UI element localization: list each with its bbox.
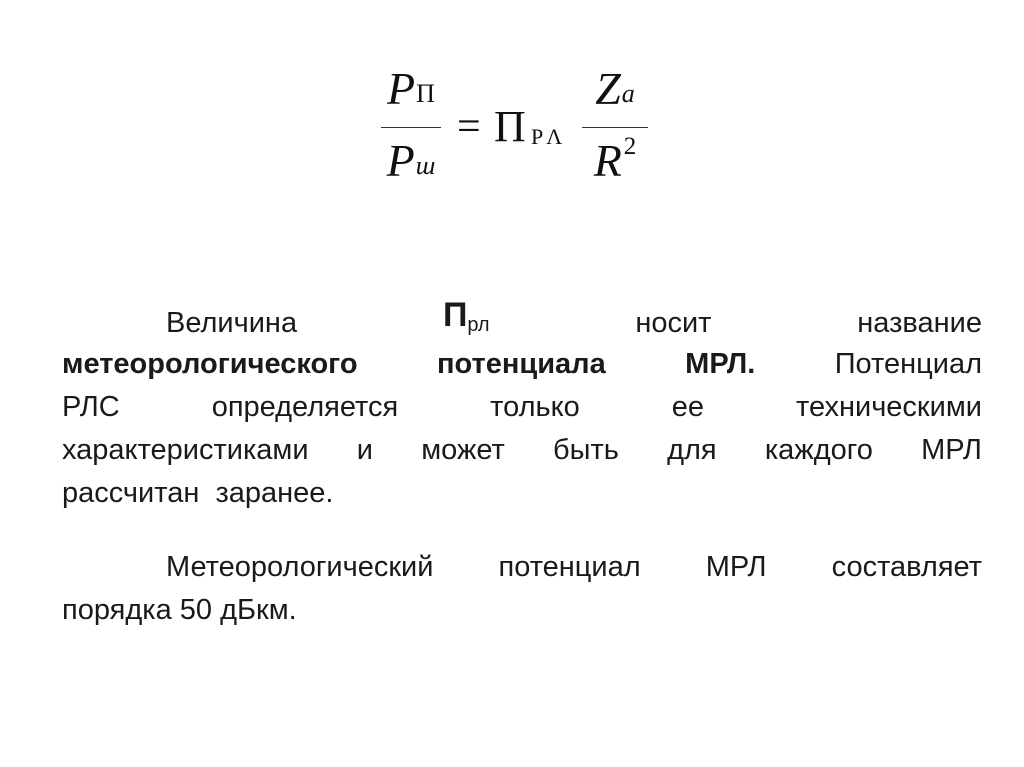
numerator-reflectivity — [580, 64, 650, 114]
potential-letter: П — [442, 296, 468, 334]
word: характеристиками — [62, 434, 309, 466]
word: Величина — [166, 307, 298, 339]
word: техническими — [796, 391, 982, 423]
word: ее — [671, 391, 705, 423]
word: РЛС — [62, 391, 120, 423]
paragraph-radar-potential — [62, 296, 982, 515]
bold-term: метеорологического — [62, 348, 358, 380]
symbol-p: P — [386, 135, 415, 186]
word: Потенциал — [834, 348, 982, 380]
denominator-range-squared — [580, 133, 650, 186]
subscript-a: a — [621, 79, 635, 108]
text-line: порядка 50 дБкм. — [62, 594, 297, 626]
text-line — [62, 546, 982, 589]
text-line — [62, 343, 982, 386]
potential-subscript: РΛ — [531, 124, 566, 149]
fraction-power-ratio — [379, 62, 443, 192]
bold-term: МРЛ. — [685, 348, 756, 380]
numerator-p-signal — [379, 64, 443, 114]
text-line — [62, 429, 982, 472]
potential-term-subscript: рл — [467, 314, 490, 336]
exponent-2: 2 — [623, 133, 637, 160]
symbol-z: Z — [595, 63, 621, 114]
equals-sign: = — [457, 104, 481, 150]
potential-symbol: П — [494, 102, 526, 151]
word: МРЛ — [921, 434, 982, 466]
bold-term: потенциала — [437, 348, 606, 380]
word: может — [421, 434, 505, 466]
word: МРЛ — [705, 551, 767, 583]
word: и — [356, 434, 373, 466]
formula — [375, 62, 665, 192]
word: название — [857, 307, 982, 339]
text-line — [62, 296, 982, 343]
denominator-p-noise — [379, 136, 443, 186]
word: потенциал — [498, 551, 641, 583]
word: для — [667, 434, 717, 466]
word: определяется — [211, 391, 399, 423]
word: носит — [635, 307, 712, 339]
subscript-p: П — [416, 79, 435, 108]
word: составляет — [831, 551, 982, 583]
paragraph-potential-value — [62, 546, 982, 632]
fraction-bar — [381, 127, 441, 128]
potential-term — [442, 296, 490, 348]
word: только — [490, 391, 580, 423]
text-line — [62, 386, 982, 429]
fraction-bar — [582, 127, 648, 128]
symbol-p: P — [387, 63, 416, 114]
word: каждого — [764, 434, 873, 466]
word: быть — [553, 434, 619, 466]
subscript-sh: ш — [415, 151, 436, 180]
text-line: рассчитан заранее. — [62, 477, 334, 509]
fraction-reflectivity-range — [580, 62, 650, 192]
symbol-r: R — [593, 135, 622, 186]
word: Метеорологический — [166, 551, 434, 583]
